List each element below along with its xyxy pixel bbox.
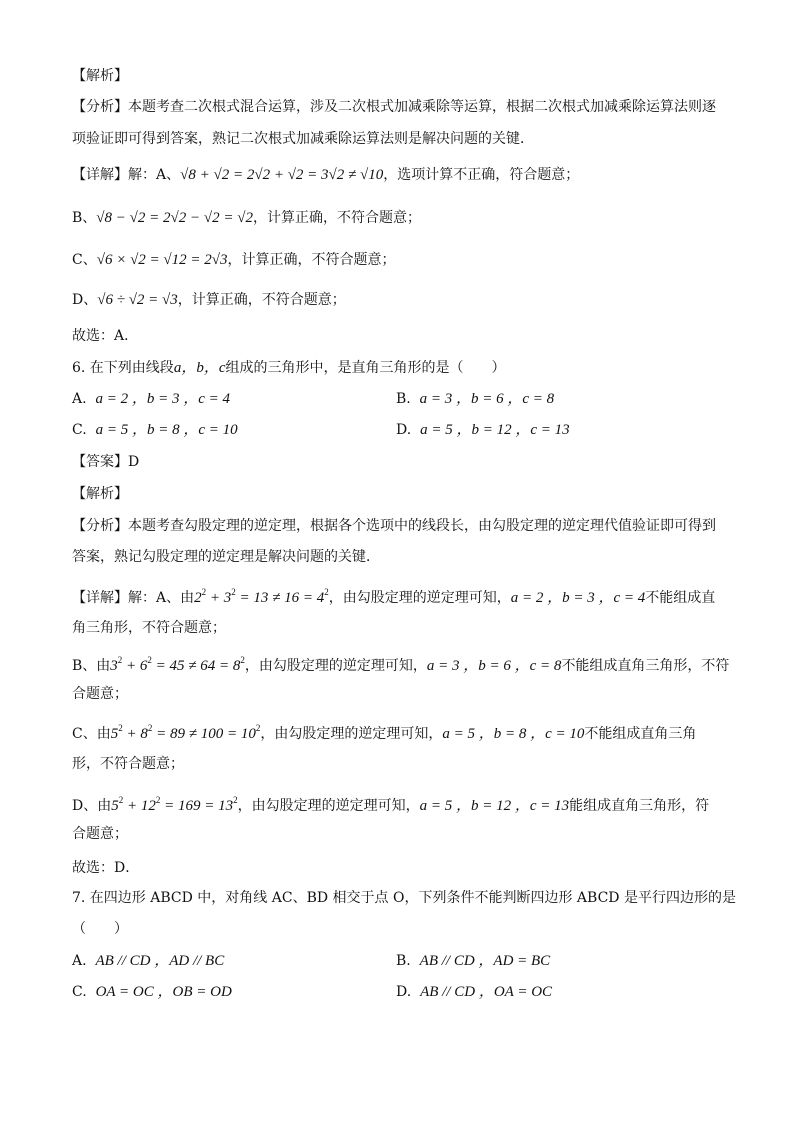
q6-option-b-text: a = 3 ，b = 6 ，c = 8 [419,391,555,407]
q6-option-b [396,389,554,409]
q5-detail-c-tail: ，计算正确，不符合题意； [227,252,396,268]
q7-option-c-letter: C. [72,984,87,1000]
q5-detail-d-formula: √6 ÷ √2 = √3 [97,292,178,308]
q6-detail-d-equation: $5^2 + 12^2 = 169 = 13^2$ [111,795,238,814]
q6-option-d-text: a = 5 ，b = 12 ，c = 13 [420,422,570,438]
q6-detail-b-prefix: B、由 [72,658,111,674]
q6-detail-a-line2: 角三角形，不符合题意； [72,620,226,636]
q6-detail-d-prefix: D、由 [72,798,112,814]
q6-stem-vars: a，b，c [173,360,226,376]
q5-detail-a-formula: √8 + √2 = 2√2 + √2 = 3√2 ≠ √10 [180,167,384,183]
q6-detail-b-tail: 不能组成直角三角形，不符 [561,658,730,674]
q6-option-c-letter: C. [72,422,87,438]
q6-fenxi-line2: 答案，熟记勾股定理的逆定理是解决问题的关键． [72,549,380,565]
q7-option-d [396,982,552,1002]
q6-detail-b-equation: $3^2 + 6^2 = 45 \ne 64 = 8^2$ [110,655,245,674]
q6-detail-d-line2: 合题意； [72,826,128,842]
q6-fenxi-line1: 【分析】本题考查勾股定理的逆定理，根据各个选项中的线段长，由勾股定理的逆定理代值验证即可得到 [72,518,716,534]
q6-option-a [72,389,230,409]
q6-detail-a-mid: ，由勾股定理的逆定理可知， [328,590,511,606]
q5-choice: 故选：A． [72,328,139,344]
q5-detail-c-formula: √6 × √2 = √12 = 2√3 [96,252,228,268]
q5-detail-d-prefix: D、 [72,292,98,308]
q6-detail-a-vals: a = 2 ，b = 3 ，c = 4 [510,590,646,606]
q6-detail-c [72,718,696,744]
q6-detail-c-tail: 不能组成直角三角 [584,726,697,742]
q6-stem-suffix: 组成的三角形中，是直角三角形的是（ ） [225,360,506,376]
q5-fenxi-line2: 项验证即可得到答案，熟记二次根式加减乘除运算法则是解决问题的关键． [72,131,534,147]
q5-detail-b-prefix: B、 [72,210,97,226]
q5-detail-a [72,165,579,185]
q5-detail-d [72,290,346,310]
q6-detail-b-line2: 合题意； [72,686,128,702]
q7-option-b-letter: B. [396,953,411,969]
q5-detail-b [72,208,421,228]
q6-answer: 【答案】D [72,454,140,470]
q5-detail-d-tail: ，计算正确，不符合题意； [177,292,346,308]
q6-detail-d-mid: ，由勾股定理的逆定理可知， [237,798,420,814]
q5-detail-c-prefix: C、 [72,252,97,268]
q7-stem: 7. 在四边形 ABCD 中，对角线 AC、BD 相交于点 O，下列条件不能判断四边形 ABCD 是平行四边形的是 [72,890,736,906]
q7-option-a [72,951,224,971]
q5-detail-c [72,250,396,270]
q7-option-a-letter: A. [72,953,87,969]
q6-option-d-letter: D. [396,422,412,438]
q7-option-b [396,951,550,971]
q6-detail-b-mid: ，由勾股定理的逆定理可知， [244,658,427,674]
q5-fenxi-line1: 【分析】本题考查二次根式混合运算，涉及二次根式加减乘除等运算，根据二次根式加减乘除运算法则逐 [72,99,716,115]
q6-detail-c-prefix: C、由 [72,726,111,742]
q7-stem-paren: （ ） [72,921,128,937]
q7-option-b-text: AB // CD ，AD = BC [419,953,551,969]
q6-detail-d-vals: a = 5 ，b = 12 ，c = 13 [419,798,570,814]
q6-detail-c-equation: $5^2 + 8^2 = 89 \ne 100 = 10^2$ [110,723,261,742]
q6-detail-d [72,790,709,816]
q7-option-d-text: AB // CD ，OA = OC [420,984,553,1000]
q7-option-a-text: AB // CD ，AD // BC [95,953,225,969]
q5-detail-a-tail: ，选项计算不正确，符合题意； [383,167,580,183]
q6-detail-c-vals: a = 5 ，b = 8 ，c = 10 [442,726,585,742]
q6-detail-c-line2: 形，不符合题意； [72,756,184,772]
q7-option-c-text: OA = OC ，OB = OD [95,984,232,1000]
q7-option-d-letter: D. [396,984,412,1000]
q6-detail-a-tail: 不能组成直 [645,590,716,606]
q6-detail-b [72,650,729,676]
q7-option-c [72,982,232,1002]
q6-option-a-text: a = 2 ，b = 3 ，c = 4 [95,391,230,407]
q6-detail-d-tail: 能组成直角三角形，符 [569,798,710,814]
q5-detail-b-formula: √8 − √2 = 2√2 − √2 = √2 [96,210,253,226]
q6-detail-a-equation: $2^2 + 3^2 = 13 \ne 16 = 4^2$ [194,587,329,606]
q6-detail-a-prefix: 【详解】解：A、由 [72,590,195,606]
q6-option-d [396,420,570,440]
q6-detail-a [72,582,715,608]
q6-stem-prefix: 6. 在下列由线段 [72,360,174,376]
q6-option-b-letter: B. [396,391,411,407]
q6-detail-b-vals: a = 3 ，b = 6 ，c = 8 [426,658,562,674]
q6-stem [72,358,505,378]
q6-jiexi-heading: 【解析】 [72,486,128,502]
q5-detail-b-tail: ，计算正确，不符合题意； [252,210,421,226]
q5-jiexi-heading: 【解析】 [72,68,128,84]
q6-option-a-letter: A. [72,391,87,407]
q5-detail-a-intro: 【详解】解：A、 [72,167,181,183]
q6-option-c-text: a = 5 ，b = 8 ，c = 10 [95,422,238,438]
q6-choice: 故选：D． [72,860,140,876]
q6-option-c [72,420,238,440]
q6-detail-c-mid: ，由勾股定理的逆定理可知， [260,726,443,742]
